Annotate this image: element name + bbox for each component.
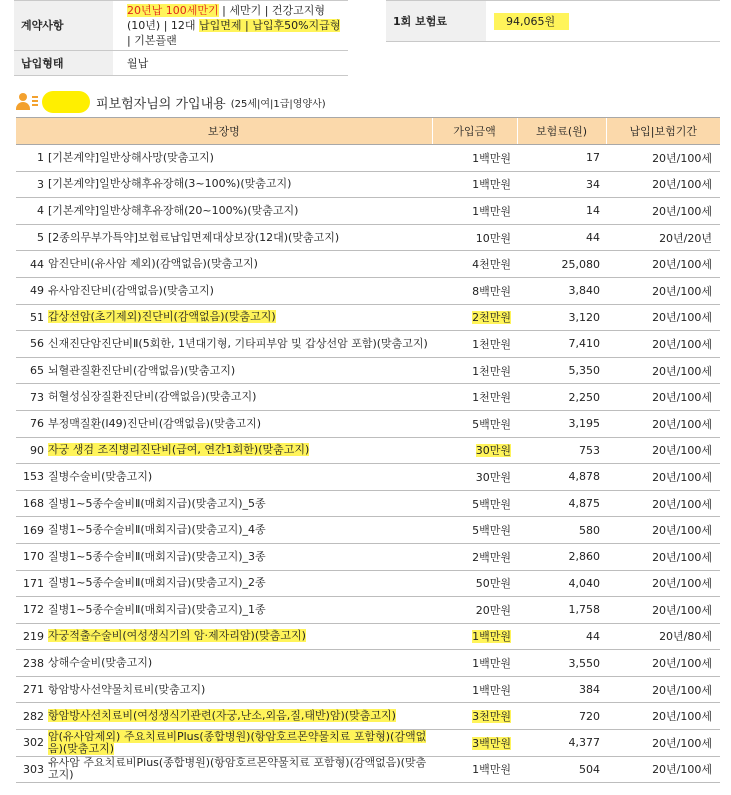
coverage-premium-text: 44 [586, 231, 601, 245]
insured-heading [16, 91, 326, 113]
row-number-text: 302 [23, 736, 44, 750]
coverage-premium [517, 543, 606, 570]
coverage-amount [432, 198, 517, 225]
row-number [16, 277, 48, 304]
insured-title: 피보험자님의 가입내용 [96, 96, 226, 112]
table-row [16, 224, 720, 251]
row-number-text: 44 [30, 257, 44, 271]
coverage-name-text: 암(유사암제외) 주요치료비Plus(종합병원)(항암호르몬약물치료 포함형)(감액없음)(맞춤고지) [48, 729, 427, 755]
coverage-period-text: 20년/100세 [652, 524, 713, 538]
coverage-amount [432, 543, 517, 570]
coverage-premium [517, 490, 606, 517]
coverage-name [48, 171, 432, 198]
coverage-name-text: 질병1~5종수술비Ⅱ(매회지급)(맞춤고지)_3종 [48, 549, 266, 563]
row-number [16, 171, 48, 198]
coverage-period [606, 490, 720, 517]
coverage-period [606, 437, 720, 464]
col-period: 납입|보험기간 [606, 118, 720, 145]
coverage-period [606, 277, 720, 304]
row-number-text: 169 [23, 523, 44, 537]
coverage-amount-text: 1백만원 [472, 178, 512, 192]
row-number-text: 219 [23, 629, 44, 643]
contract-value [113, 1, 348, 51]
coverage-amount [432, 676, 517, 703]
coverage-amount [432, 437, 517, 464]
row-number [16, 543, 48, 570]
coverage-name [48, 623, 432, 650]
row-number [16, 517, 48, 544]
coverage-period [606, 623, 720, 650]
coverage-name [48, 543, 432, 570]
coverage-premium-text: 14 [586, 204, 601, 218]
first-premium-value-cell [486, 1, 720, 42]
coverage-premium-text: 34 [586, 177, 601, 191]
coverage-period-text: 20년/100세 [652, 550, 713, 564]
coverage-name [48, 277, 432, 304]
table-row [16, 570, 720, 597]
coverage-name-text: 암진단비(유사암 제외)(감액없음)(맞춤고지) [48, 257, 258, 271]
coverage-name-text: 갑상선암(초기제외)진단비(감액없음)(맞춤고지) [48, 310, 276, 324]
coverage-premium-text: 4,875 [568, 497, 601, 511]
coverage-premium-text: 25,080 [561, 257, 601, 271]
coverage-name [48, 145, 432, 172]
coverage-amount-text: 8백만원 [472, 284, 512, 298]
coverage-amount-text: 2백만원 [472, 550, 512, 564]
coverage-amount [432, 410, 517, 437]
coverage-amount-text: 30만원 [475, 470, 512, 484]
table-row [16, 543, 720, 570]
coverage-amount-text: 4천만원 [472, 258, 512, 272]
row-number [16, 357, 48, 384]
coverage-premium [517, 277, 606, 304]
coverage-premium [517, 570, 606, 597]
coverage-amount [432, 464, 517, 491]
coverage-amount [432, 650, 517, 677]
row-number [16, 490, 48, 517]
coverage-amount-text: 50만원 [475, 577, 512, 591]
coverage-name [48, 198, 432, 225]
coverage-premium-text: 4,878 [568, 470, 601, 484]
coverage-period [606, 251, 720, 278]
coverage-name-text: 유사암 주요치료비Plus(종합병원)(항암호르몬약물치료 포함형)(감액없음)(맞춤고지) [48, 756, 427, 782]
coverage-amount [432, 517, 517, 544]
row-number-text: 153 [23, 470, 44, 484]
coverage-premium [517, 384, 606, 411]
coverage-name [48, 304, 432, 331]
coverage-period [606, 650, 720, 677]
row-number [16, 703, 48, 730]
coverage-amount [432, 331, 517, 358]
coverage-amount [432, 224, 517, 251]
coverage-premium [517, 650, 606, 677]
coverage-premium-text: 1,758 [568, 603, 601, 617]
coverage-period-text: 20년/100세 [652, 657, 713, 671]
coverage-period [606, 198, 720, 225]
coverage-period-text: 20년/100세 [652, 763, 713, 777]
coverage-amount-text: 1백만원 [472, 204, 512, 218]
coverage-premium [517, 145, 606, 172]
coverage-premium [517, 730, 606, 757]
coverage-amount [432, 756, 517, 783]
coverage-period-text: 20년/100세 [652, 710, 713, 724]
coverage-period [606, 756, 720, 783]
coverage-premium-text: 4,377 [568, 736, 601, 750]
coverage-amount [432, 384, 517, 411]
table-row [16, 650, 720, 677]
coverage-premium-text: 44 [586, 629, 601, 643]
coverage-name-text: 자궁적출수술비(여성생식기의 암·제자리암)(맞춤고지) [48, 629, 306, 643]
coverage-premium-text: 3,550 [568, 656, 601, 670]
coverage-amount-text: 1천만원 [472, 364, 512, 378]
row-number-text: 1 [37, 151, 44, 165]
table-row [16, 251, 720, 278]
payment-type-value: 월납 [113, 51, 348, 76]
coverage-amount-text: 1백만원 [472, 151, 512, 165]
coverage-period-text: 20년/100세 [652, 444, 713, 458]
coverage-period [606, 517, 720, 544]
coverage-period-text: 20년/100세 [652, 364, 713, 378]
coverage-name-text: 자궁 생검 조직병리진단비(급여, 연간1회한)(맞춤고지) [48, 443, 310, 457]
row-number-text: 303 [23, 762, 44, 776]
row-number [16, 198, 48, 225]
coverage-name-text: 상해수술비(맞춤고지) [48, 656, 153, 670]
row-number [16, 623, 48, 650]
coverage-period-text: 20년/100세 [652, 178, 713, 192]
row-number [16, 437, 48, 464]
coverage-name [48, 597, 432, 624]
coverage-premium-text: 3,840 [568, 284, 601, 298]
coverage-period [606, 304, 720, 331]
coverage-period [606, 171, 720, 198]
coverage-period-text: 20년/100세 [652, 311, 713, 325]
coverage-name-text: 질병1~5종수술비Ⅱ(매회지급)(맞춤고지)_2종 [48, 576, 266, 590]
table-row [16, 171, 720, 198]
table-row [16, 384, 720, 411]
coverage-amount-text: 20만원 [475, 603, 512, 617]
table-row [16, 730, 720, 757]
row-number-text: 171 [23, 576, 44, 590]
coverage-period [606, 703, 720, 730]
col-coverage-name: 보장명 [16, 118, 432, 145]
coverage-premium [517, 171, 606, 198]
coverage-premium [517, 623, 606, 650]
coverage-premium [517, 251, 606, 278]
premium-info-table [386, 0, 720, 42]
table-row [16, 623, 720, 650]
coverage-name [48, 650, 432, 677]
coverage-premium-text: 3,120 [568, 310, 601, 324]
coverage-name-text: 질병1~5종수술비Ⅱ(매회지급)(맞춤고지)_4종 [48, 523, 266, 537]
table-row [16, 464, 720, 491]
coverage-name [48, 384, 432, 411]
coverage-amount-text: 1천만원 [472, 391, 512, 405]
row-number-text: 170 [23, 550, 44, 564]
coverage-name [48, 331, 432, 358]
row-number-text: 51 [30, 310, 44, 324]
coverage-name [48, 464, 432, 491]
coverage-period [606, 331, 720, 358]
coverage-name [48, 251, 432, 278]
first-premium-label: 1회 보험료 [386, 1, 486, 42]
coverage-amount-text: 30만원 [475, 444, 512, 458]
coverage-premium [517, 756, 606, 783]
table-row [16, 410, 720, 437]
row-number-text: 3 [37, 177, 44, 191]
row-number [16, 304, 48, 331]
coverage-premium-text: 720 [579, 709, 601, 723]
coverage-period [606, 357, 720, 384]
coverage-amount-text: 3천만원 [472, 710, 512, 724]
coverage-name-text: 허혈성심장질환진단비(감액없음)(맞춤고지) [48, 390, 257, 404]
row-number-text: 76 [30, 417, 44, 431]
row-number-text: 56 [30, 337, 44, 351]
coverage-period-text: 20년/100세 [652, 258, 713, 272]
contract-seg-1: | [218, 4, 230, 17]
coverage-premium-text: 2,250 [568, 390, 601, 404]
table-row [16, 490, 720, 517]
table-row [16, 597, 720, 624]
table-row [16, 676, 720, 703]
table-row [16, 517, 720, 544]
row-number-text: 65 [30, 364, 44, 378]
coverage-premium [517, 410, 606, 437]
coverage-name-text: 신재진단암진단비Ⅱ(5회한, 1년대기형, 기타피부암 및 갑상선암 포함)(맞춤고지) [48, 336, 428, 350]
table-row [16, 437, 720, 464]
contract-seg-3: 납입면제 | 납입후50%지급형 [199, 19, 341, 32]
coverage-amount-text: 2천만원 [472, 311, 512, 325]
coverage-amount [432, 304, 517, 331]
coverage-premium-text: 580 [579, 523, 601, 537]
table-row [16, 198, 720, 225]
coverage-period-text: 20년/100세 [652, 577, 713, 591]
coverage-name-text: 항암방사선치료비(여성생식기관련(자궁,난소,외음,질,태반)암)(맞춤고지) [48, 709, 396, 723]
coverage-premium [517, 224, 606, 251]
table-row [16, 756, 720, 783]
coverage-amount [432, 357, 517, 384]
coverage-table [16, 117, 720, 783]
coverage-premium-text: 3,195 [568, 417, 601, 431]
coverage-period [606, 543, 720, 570]
coverage-amount-text: 1백만원 [472, 630, 512, 644]
coverage-name-text: 질병1~5종수술비Ⅱ(매회지급)(맞춤고지)_1종 [48, 602, 266, 616]
coverage-premium [517, 331, 606, 358]
row-number [16, 570, 48, 597]
coverage-period-text: 20년/100세 [652, 683, 713, 697]
coverage-name-text: [기본계약]일반상해후유장해(3~100%)(맞춤고지) [48, 177, 292, 191]
coverage-amount [432, 490, 517, 517]
coverage-period-text: 20년/100세 [652, 151, 713, 165]
row-number-text: 168 [23, 497, 44, 511]
coverage-name [48, 490, 432, 517]
coverage-name-text: [기본계약]일반상해사망(맞춤고지) [48, 150, 214, 164]
coverage-period-text: 20년/100세 [652, 391, 713, 405]
coverage-premium [517, 437, 606, 464]
coverage-amount [432, 570, 517, 597]
coverage-period-text: 20년/80세 [659, 630, 713, 644]
coverage-premium-text: 4,040 [568, 576, 601, 590]
row-number [16, 676, 48, 703]
coverage-rows [16, 145, 720, 783]
coverage-period-text: 20년/100세 [652, 736, 713, 750]
table-row [16, 357, 720, 384]
row-number [16, 464, 48, 491]
coverage-amount-text: 1천만원 [472, 337, 512, 351]
coverage-period [606, 730, 720, 757]
col-amount: 가입금액 [432, 118, 517, 145]
coverage-period-text: 20년/100세 [652, 204, 713, 218]
table-row [16, 304, 720, 331]
coverage-amount-text: 10만원 [475, 231, 512, 245]
coverage-premium [517, 597, 606, 624]
contract-seg-0: 20년납 100세만기 [127, 4, 219, 17]
coverage-premium [517, 357, 606, 384]
coverage-name [48, 676, 432, 703]
coverage-name-text: 질병수술비(맞춤고지) [48, 469, 153, 483]
contract-info-table [14, 0, 348, 76]
coverage-premium [517, 464, 606, 491]
row-number [16, 384, 48, 411]
coverage-premium-text: 5,350 [568, 364, 601, 378]
coverage-name [48, 517, 432, 544]
row-number-text: 5 [37, 231, 44, 245]
coverage-amount [432, 730, 517, 757]
first-premium-row [386, 1, 720, 42]
contract-seg-4: | 기본플랜 [127, 34, 177, 47]
coverage-period [606, 570, 720, 597]
coverage-amount [432, 251, 517, 278]
row-number [16, 145, 48, 172]
row-number [16, 650, 48, 677]
coverage-amount-text: 1백만원 [472, 763, 512, 777]
coverage-premium-text: 384 [579, 683, 601, 697]
coverage-premium [517, 304, 606, 331]
coverage-amount [432, 277, 517, 304]
coverage-premium-text: 2,860 [568, 550, 601, 564]
coverage-period-text: 20년/100세 [652, 497, 713, 511]
coverage-amount-text: 5백만원 [472, 497, 512, 511]
row-number-text: 271 [23, 683, 44, 697]
table-row [16, 331, 720, 358]
coverage-period-text: 20년/100세 [652, 417, 713, 431]
row-number [16, 597, 48, 624]
coverage-period [606, 676, 720, 703]
row-number-text: 4 [37, 204, 44, 218]
coverage-premium [517, 676, 606, 703]
coverage-name [48, 224, 432, 251]
coverage-period-text: 20년/20년 [659, 231, 713, 245]
coverage-name [48, 756, 432, 783]
coverage-period-text: 20년/100세 [652, 603, 713, 617]
coverage-period [606, 145, 720, 172]
person-icon [16, 93, 38, 111]
coverage-amount [432, 623, 517, 650]
table-row [16, 277, 720, 304]
coverage-name [48, 437, 432, 464]
coverage-amount-text: 1백만원 [472, 657, 512, 671]
row-number [16, 756, 48, 783]
payment-type-label: 납입형태 [14, 51, 113, 76]
coverage-name-text: 유사암진단비(감액없음)(맞춤고지) [48, 283, 214, 297]
coverage-name-text: 항암방사선약물치료비(맞춤고지) [48, 682, 206, 696]
redacted-name [42, 91, 90, 113]
insured-subtitle: (25세|여|1급|영양사) [230, 98, 326, 110]
coverage-period [606, 384, 720, 411]
coverage-premium [517, 198, 606, 225]
coverage-period-text: 20년/100세 [652, 284, 713, 298]
row-number [16, 331, 48, 358]
col-premium: 보험료(원) [517, 118, 606, 145]
row-number-text: 49 [30, 284, 44, 298]
coverage-period [606, 464, 720, 491]
coverage-period-text: 20년/100세 [652, 470, 713, 484]
coverage-name [48, 730, 432, 757]
row-number [16, 224, 48, 251]
coverage-amount-text: 1백만원 [472, 683, 512, 697]
contract-seg-2: 세만기 | 건강고지형(10년) | 12대 [127, 4, 326, 32]
coverage-name-text: 부정맥질환(Ⅰ49)진단비(감액없음)(맞춤고지) [48, 416, 262, 430]
coverage-name [48, 703, 432, 730]
row-number-text: 90 [30, 443, 44, 457]
coverage-name [48, 410, 432, 437]
row-number-text: 238 [23, 656, 44, 670]
table-row [16, 703, 720, 730]
coverage-amount [432, 703, 517, 730]
row-number [16, 251, 48, 278]
coverage-name-text: [2종의무부가특약]보험료납입면제대상보장(12대)(맞춤고지) [48, 230, 340, 244]
coverage-header-row [16, 118, 720, 145]
row-number [16, 730, 48, 757]
coverage-name-text: [기본계약]일반상해후유장해(20~100%)(맞춤고지) [48, 203, 299, 217]
contract-label: 계약사항 [14, 1, 113, 51]
coverage-amount [432, 171, 517, 198]
coverage-premium-text: 7,410 [568, 337, 601, 351]
coverage-period [606, 410, 720, 437]
coverage-amount-text: 5백만원 [472, 524, 512, 538]
coverage-name [48, 357, 432, 384]
coverage-amount [432, 145, 517, 172]
coverage-amount-text: 3백만원 [472, 736, 512, 750]
coverage-amount [432, 597, 517, 624]
coverage-period [606, 224, 720, 251]
coverage-period [606, 597, 720, 624]
coverage-period-text: 20년/100세 [652, 337, 713, 351]
payment-type-row [14, 51, 348, 76]
row-number-text: 172 [23, 603, 44, 617]
row-number [16, 410, 48, 437]
row-number-text: 282 [23, 709, 44, 723]
coverage-premium-text: 504 [579, 762, 601, 776]
first-premium-value: 94,065원 [494, 13, 569, 30]
coverage-premium [517, 517, 606, 544]
coverage-name-text: 질병1~5종수술비Ⅱ(매회지급)(맞춤고지)_5종 [48, 496, 266, 510]
coverage-premium [517, 703, 606, 730]
table-row [16, 145, 720, 172]
coverage-name [48, 570, 432, 597]
coverage-premium-text: 753 [579, 443, 601, 457]
contract-row [14, 1, 348, 51]
coverage-premium-text: 17 [586, 151, 601, 165]
coverage-amount-text: 5백만원 [472, 417, 512, 431]
coverage-name-text: 뇌혈관질환진단비(감액없음)(맞춤고지) [48, 363, 236, 377]
row-number-text: 73 [30, 390, 44, 404]
